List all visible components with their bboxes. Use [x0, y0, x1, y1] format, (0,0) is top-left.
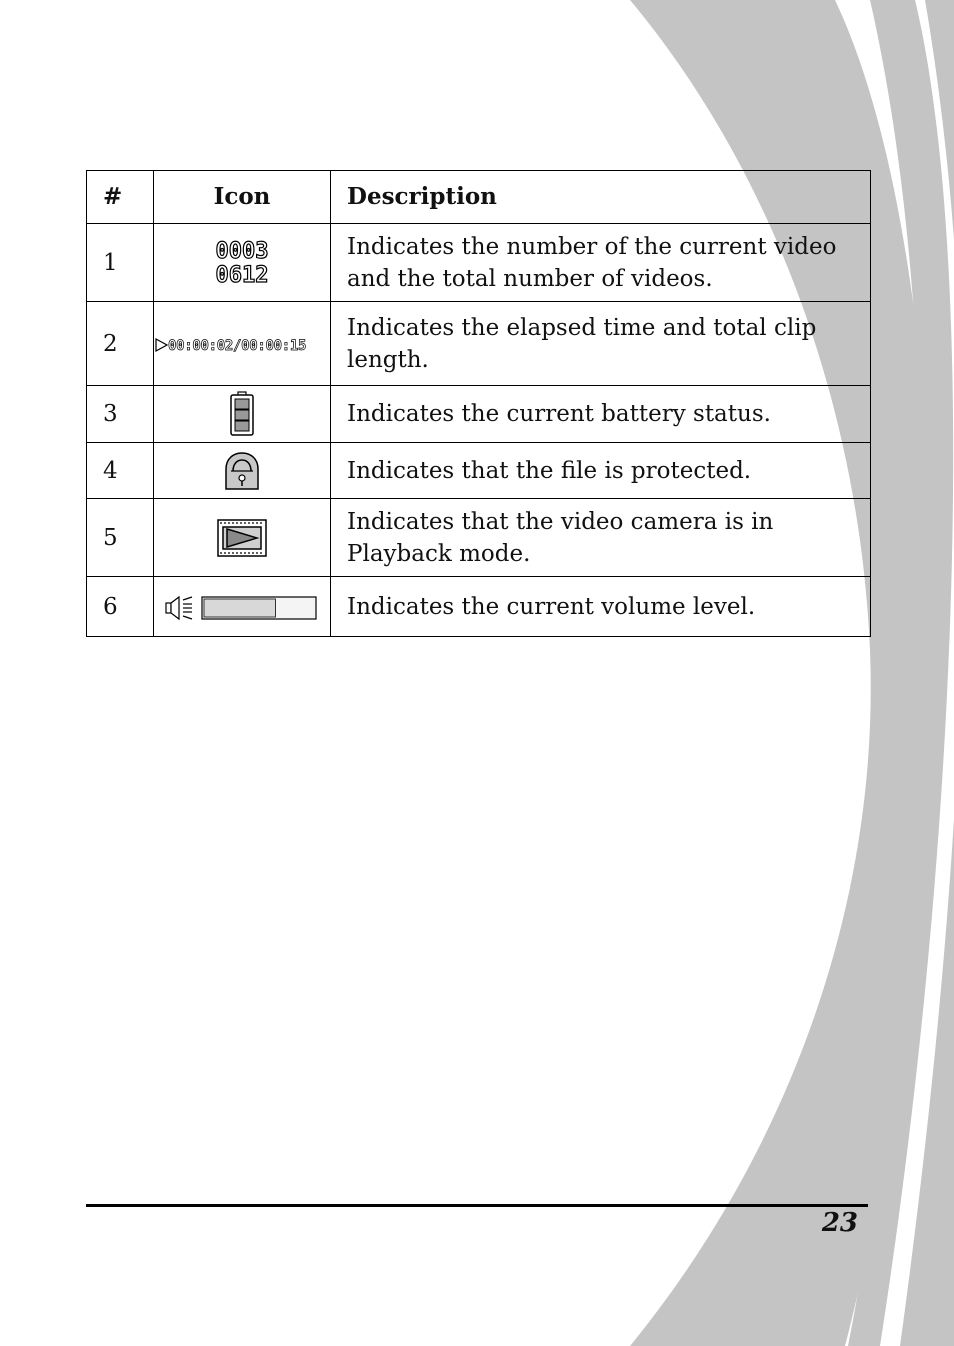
header-description: Description — [331, 171, 871, 224]
table-row — [87, 443, 871, 499]
playback-mode-icon — [154, 499, 331, 577]
table-row — [87, 224, 871, 302]
row-number: 4 — [87, 443, 154, 499]
header-icon: Icon — [154, 171, 331, 224]
page-number: 23 — [821, 1208, 858, 1238]
elapsed-time-icon — [154, 302, 331, 386]
counter-total: 0612 — [215, 262, 269, 288]
row-description: Indicates that the file is protected. — [331, 443, 871, 499]
video-counter-icon — [154, 224, 331, 302]
row-description: Indicates the number of the current video and the total number of videos. — [331, 224, 871, 302]
footer-rule — [86, 1204, 868, 1207]
row-number: 5 — [87, 499, 154, 577]
row-number: 6 — [87, 577, 154, 637]
battery-icon — [154, 386, 331, 443]
row-description: Indicates the current battery status. — [331, 386, 871, 443]
volume-icon — [154, 577, 331, 637]
row-description: Indicates that the video camera is in Playback mode. — [331, 499, 871, 577]
row-number: 1 — [87, 224, 154, 302]
table-row — [87, 302, 871, 386]
row-number: 3 — [87, 386, 154, 443]
table-row — [87, 577, 871, 637]
table-header-row — [87, 171, 871, 224]
lock-icon — [154, 443, 331, 499]
table-row — [87, 386, 871, 443]
counter-current: 0003 — [215, 238, 269, 264]
row-description: Indicates the current volume level. — [331, 577, 871, 637]
header-num: # — [87, 171, 154, 224]
speaker-icon — [166, 597, 192, 619]
icon-description-table — [86, 170, 871, 637]
volume-level-fill — [204, 599, 276, 617]
elapsed-time-text: 00:00:02/00:00:15 — [168, 337, 307, 354]
table-row — [87, 499, 871, 577]
row-description: Indicates the elapsed time and total clip length. — [331, 302, 871, 386]
row-number: 2 — [87, 302, 154, 386]
